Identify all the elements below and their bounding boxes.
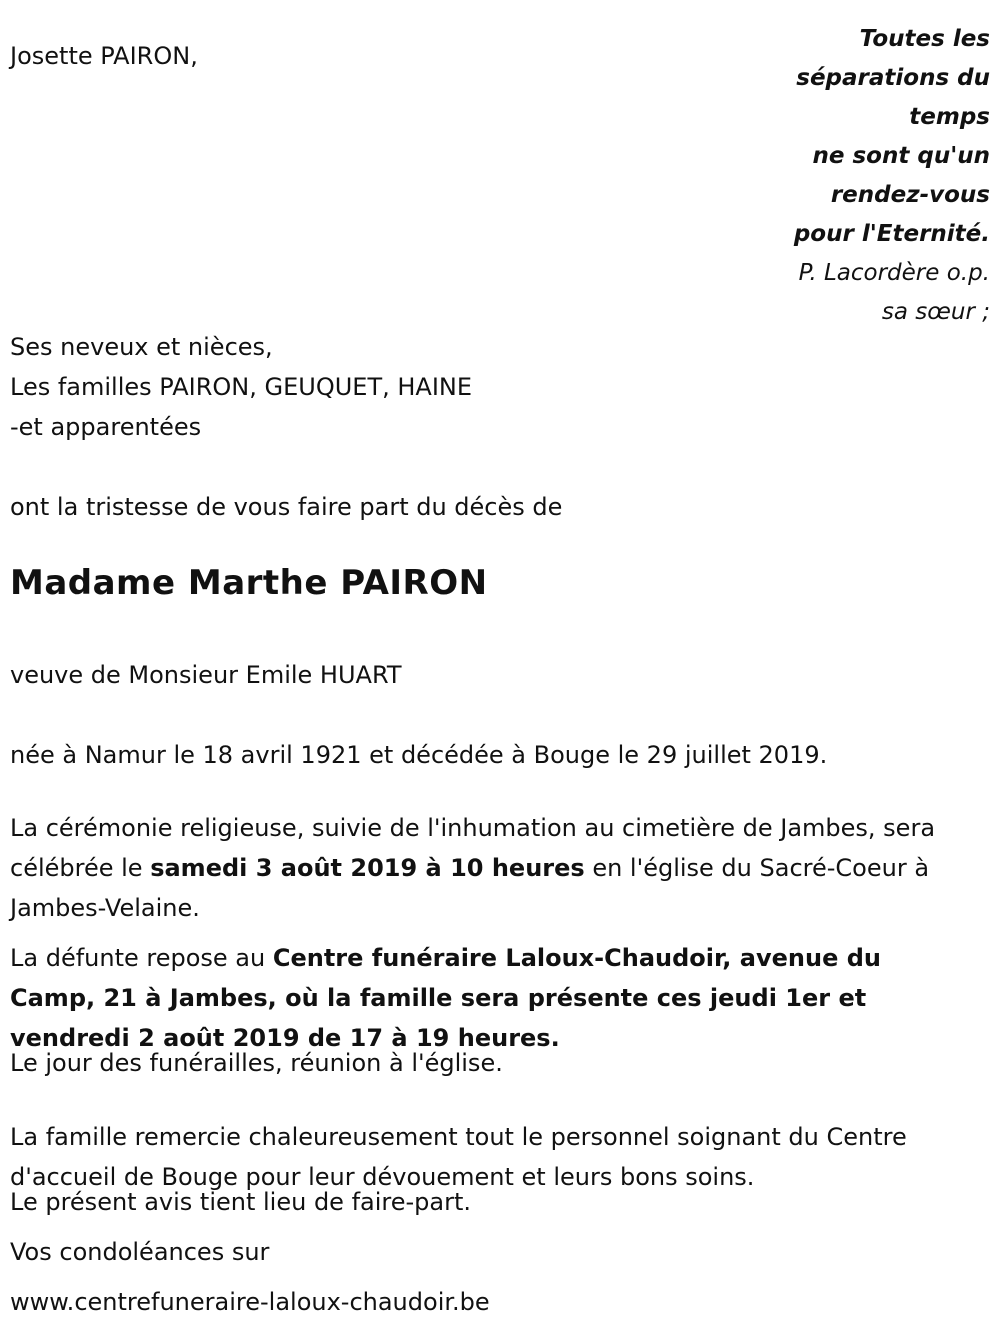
sender-relation: sa sœur ; xyxy=(881,299,990,325)
quote-line: Toutes les xyxy=(859,26,990,52)
family-line-relatives: -et apparentées xyxy=(10,413,202,441)
widow-of-text: veuve de Monsieur Emile HUART xyxy=(10,661,402,689)
announcement-text: ont la tristesse de vous faire part du décès de xyxy=(10,493,563,521)
quote-line: temps xyxy=(909,104,990,130)
repose-paragraph xyxy=(10,938,940,1058)
ceremony-text-start: La cérémonie religieuse, suivie de l'inhumation au cimetière de Jambes, sera célébrée le xyxy=(10,814,936,882)
epigraph-quote xyxy=(660,20,990,332)
quote-author: P. Lacordère o.p. xyxy=(798,260,990,286)
ceremony-date: samedi 3 août 2019 à 10 heures xyxy=(150,854,585,882)
condolences-label: Vos condoléances sur xyxy=(10,1238,270,1266)
ceremony-paragraph xyxy=(10,808,970,928)
family-line-families: Les familles PAIRON, GEUQUET, HAINE xyxy=(10,373,473,401)
quote-line: pour l'Eternité. xyxy=(793,221,990,247)
repose-text-start: La défunte repose au xyxy=(10,944,273,972)
sender-name: Josette PAIRON, xyxy=(10,42,198,70)
repose-location: Centre funéraire Laloux-Chaudoir, avenue du Camp, 21 à Jambes, où la famille sera présente ces jeudi 1er et vendredi 2 août 2019 de 17 à 19 heures. xyxy=(10,944,881,1052)
website-link[interactable]: www.centrefuneraire-laloux-chaudoir.be xyxy=(10,1288,490,1316)
notice-text: Le présent avis tient lieu de faire-part. xyxy=(10,1188,472,1216)
quote-line: séparations du xyxy=(796,65,990,91)
deceased-name: Madame Marthe PAIRON xyxy=(10,563,488,603)
quote-line: rendez-vous xyxy=(830,182,990,208)
quote-line: ne sont qu'un xyxy=(812,143,990,169)
thanks-paragraph: La famille remercie chaleureusement tout le personnel soignant du Centre d'accueil de Bouge pour leur dévouement et leurs bons soins. xyxy=(10,1123,907,1191)
funeral-day-text: Le jour des funérailles, réunion à l'église. xyxy=(10,1049,503,1077)
birth-death-text: née à Namur le 18 avril 1921 et décédée à Bouge le 29 juillet 2019. xyxy=(10,741,828,769)
family-line-nephews: Ses neveux et nièces, xyxy=(10,333,273,361)
ceremony-text-end: en l'église du Sacré-Coeur à Jambes-Velaine. xyxy=(10,854,930,922)
